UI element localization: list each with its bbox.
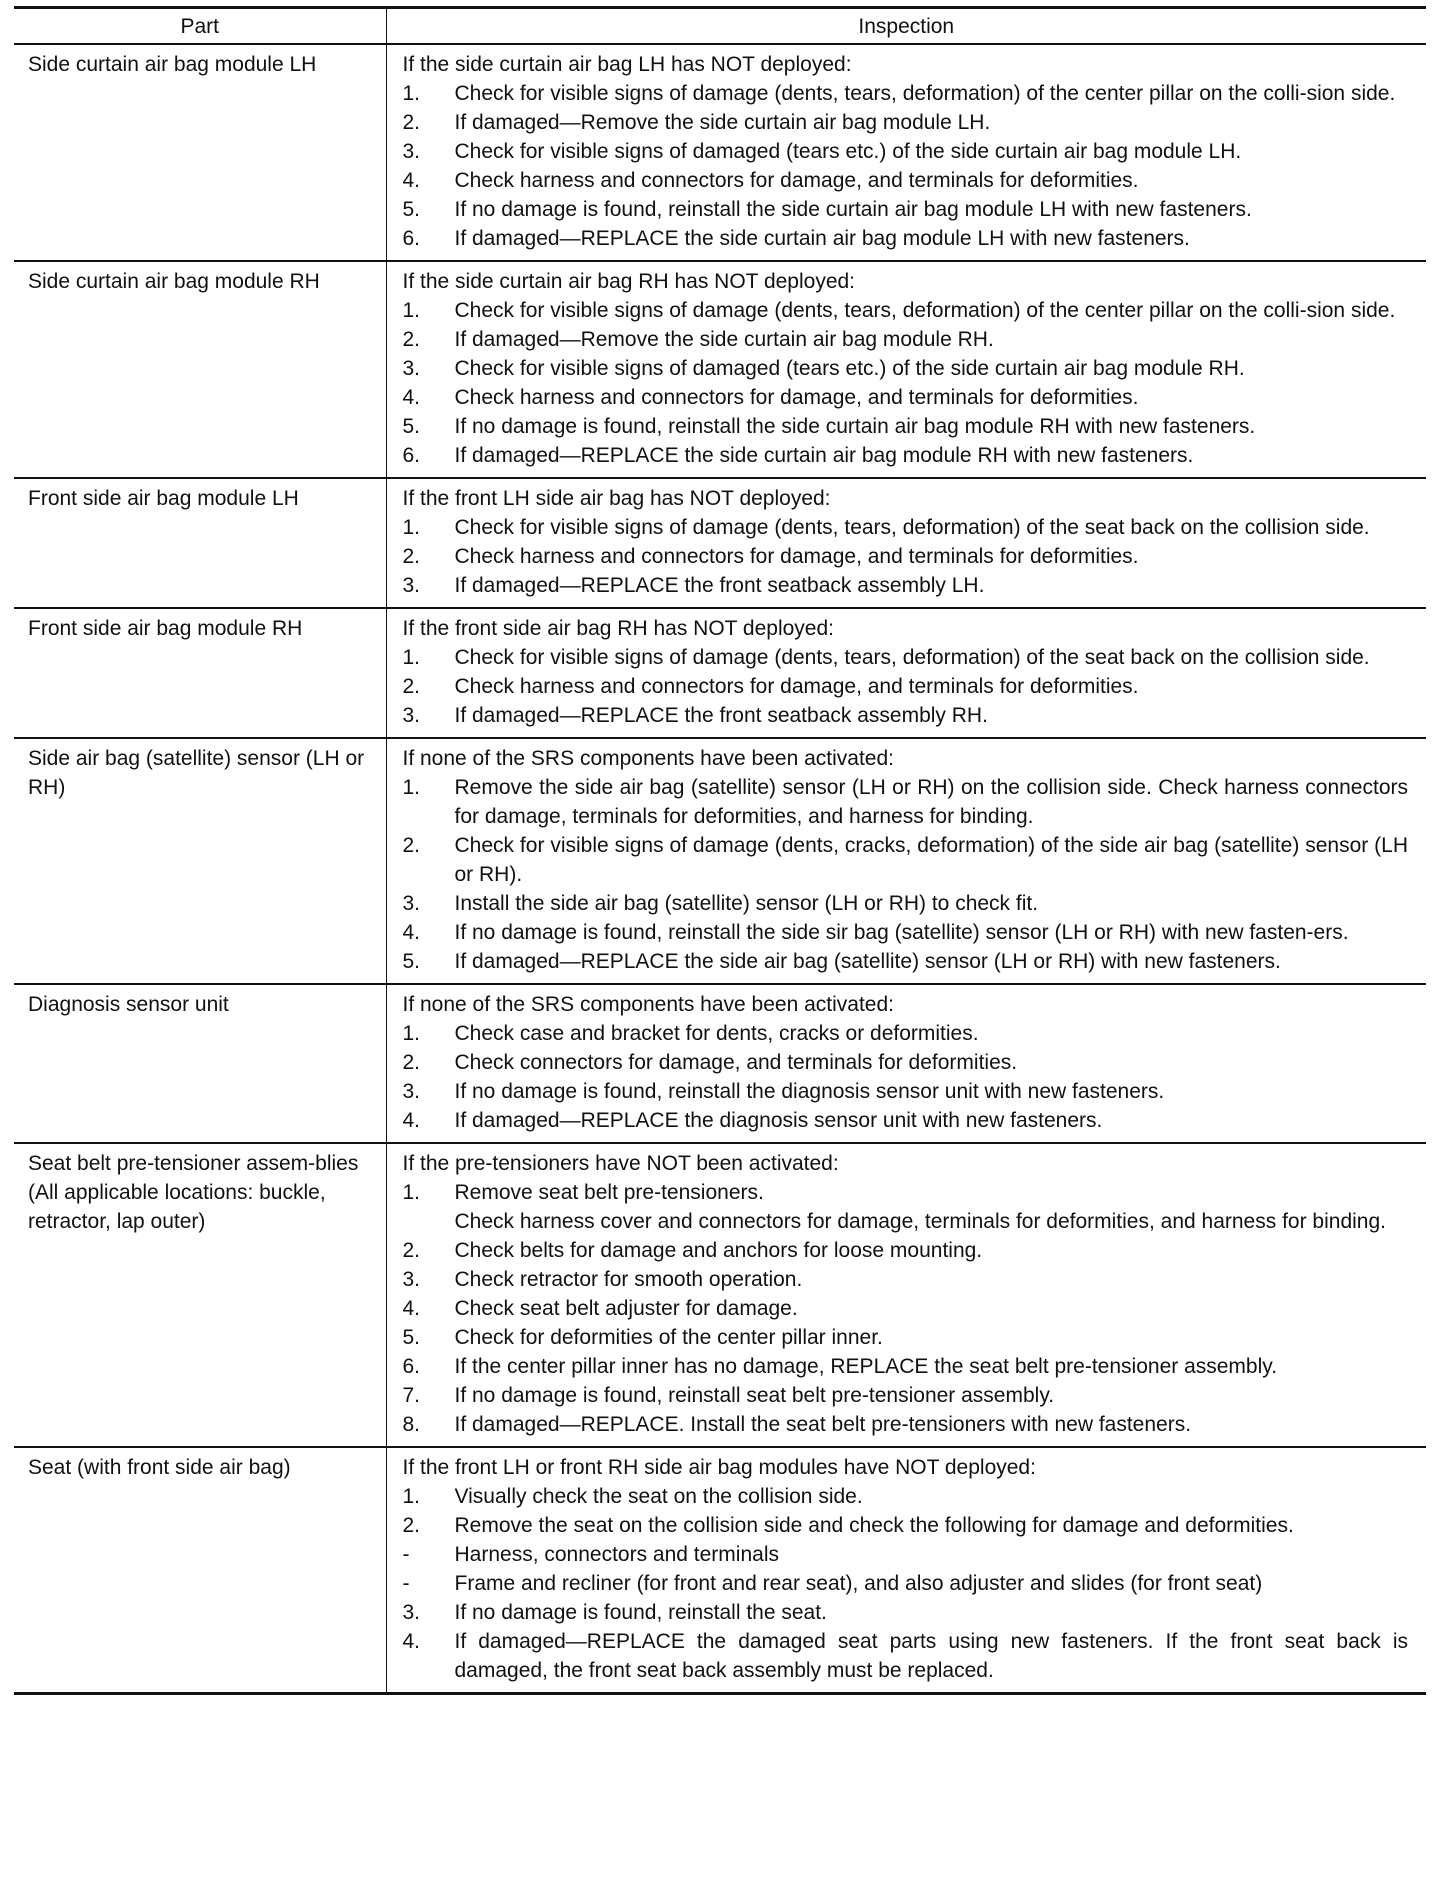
inspection-step [403, 1019, 1409, 1048]
inspection-step [403, 79, 1409, 108]
step-number: 4. [402, 1297, 421, 1320]
step-number: 6. [402, 444, 421, 467]
inspection-step [403, 1048, 1409, 1077]
step-text: Check harness and connectors for damage, and terminals for deformities. [454, 545, 1139, 568]
inspection-cell [386, 984, 1426, 1143]
step-text: If damaged—REPLACE the front seatback assembly RH. [454, 704, 988, 727]
step-text: Check for visible signs of damage (dents, tears, deformation) of the center pillar on the colli-sion side. [454, 299, 1396, 322]
step-number: 6. [402, 1355, 421, 1378]
document-page [14, 6, 1426, 1695]
step-text: Visually check the seat on the collision side. [454, 1485, 863, 1508]
step-number: 4. [402, 1109, 421, 1132]
inspection-cell [386, 1143, 1426, 1447]
step-text: If no damage is found, reinstall seat belt pre-tensioner assembly. [454, 1384, 1055, 1407]
inspection-step [403, 325, 1409, 354]
step-text: If no damage is found, reinstall the side curtain air bag module RH with new fasteners. [454, 415, 1256, 438]
step-number: 1. [402, 1022, 421, 1045]
step-text: Remove the seat on the collision side and check the following for damage and deformities. [454, 1514, 1294, 1537]
table-row [14, 984, 1426, 1143]
step-number: 3. [402, 1080, 421, 1103]
inspection-step [403, 513, 1409, 542]
step-text: Remove the side air bag (satellite) sensor (LH or RH) on the collision side. Check harness connectors for damage, terminals for deformities, and harness for binding. [454, 776, 1408, 828]
step-number: 5. [402, 950, 421, 973]
inspection-step [403, 1178, 1409, 1207]
table-row [14, 1447, 1426, 1694]
step-text: Frame and recliner (for front and rear seat), and also adjuster and slides (for front seat) [454, 1572, 1263, 1595]
inspection-step [403, 1106, 1409, 1135]
inspection-step [403, 1323, 1409, 1352]
table-header-row [14, 8, 1426, 45]
step-text: If damaged—REPLACE the damaged seat parts using new fasteners. If the front seat back is damaged, the front seat back assembly must be replaced. [454, 1630, 1408, 1682]
step-text: Install the side air bag (satellite) sensor (LH or RH) to check fit. [454, 892, 1039, 915]
inspection-step [403, 542, 1409, 571]
step-text: If damaged—REPLACE the side curtain air bag module LH with new fasteners. [454, 227, 1190, 250]
step-text: Check harness and connectors for damage, and terminals for deformities. [454, 386, 1139, 409]
inspection-step [403, 108, 1409, 137]
step-number: 2. [402, 328, 421, 351]
inspection-step [403, 1511, 1409, 1540]
step-number: 3. [402, 140, 421, 163]
inspection-step [403, 643, 1409, 672]
step-number: 2. [402, 675, 421, 698]
part-name: Seat (with front side air bag) [14, 1447, 386, 1694]
inspection-step [403, 137, 1409, 166]
part-name: Side air bag (satellite) sensor (LH or RH) [14, 738, 386, 984]
inspection-step [403, 441, 1409, 470]
inspection-cell [386, 738, 1426, 984]
inspection-table [14, 6, 1426, 1695]
inspection-step [403, 701, 1409, 730]
inspection-cell [386, 44, 1426, 261]
step-number: 1. [402, 1485, 421, 1508]
step-number [403, 1207, 455, 1236]
step-text: Check for visible signs of damage (dents, tears, deformation) of the seat back on the collision side. [454, 646, 1370, 669]
step-text: If no damage is found, reinstall the side sir bag (satellite) sensor (LH or RH) with new fasten-ers. [454, 921, 1349, 944]
step-number: 2. [402, 1514, 421, 1537]
step-number: 1. [402, 776, 421, 799]
step-number: 5. [402, 415, 421, 438]
inspection-intro: If none of the SRS components have been activated: [402, 747, 894, 770]
step-number: 4. [402, 386, 421, 409]
inspection-intro: If none of the SRS components have been activated: [402, 993, 894, 1016]
step-number: 1. [402, 82, 421, 105]
step-number: 2. [402, 1239, 421, 1262]
inspection-intro: If the front side air bag RH has NOT deployed: [402, 617, 835, 640]
table-row [14, 261, 1426, 478]
part-name: Diagnosis sensor unit [14, 984, 386, 1143]
step-number: 4. [402, 921, 421, 944]
inspection-step [403, 1352, 1409, 1381]
inspection-step [403, 1627, 1409, 1685]
step-text: Check case and bracket for dents, cracks or deformities. [454, 1022, 979, 1045]
step-text: If damaged—REPLACE the side curtain air bag module RH with new fasteners. [454, 444, 1194, 467]
inspection-step [403, 1569, 1409, 1598]
inspection-step [403, 1410, 1409, 1439]
inspection-step [403, 773, 1409, 831]
inspection-cell [386, 608, 1426, 738]
step-text: If damaged—Remove the side curtain air bag module RH. [454, 328, 994, 351]
step-text: Check connectors for damage, and terminals for deformities. [454, 1051, 1018, 1074]
step-text: If damaged—REPLACE the side air bag (satellite) sensor (LH or RH) with new fasteners. [454, 950, 1281, 973]
step-text: If no damage is found, reinstall the diagnosis sensor unit with new fasteners. [454, 1080, 1165, 1103]
step-number: 3. [402, 892, 421, 915]
header-inspection: Inspection [386, 8, 1426, 45]
inspection-step [403, 889, 1409, 918]
step-text: Check seat belt adjuster for damage. [454, 1297, 798, 1320]
step-text: Check for visible signs of damaged (tears etc.) of the side curtain air bag module RH. [454, 357, 1245, 380]
step-number: - [402, 1543, 410, 1566]
step-text: Check harness and connectors for damage, and terminals for deformities. [454, 675, 1139, 698]
step-number: 3. [402, 574, 421, 597]
step-text: Remove seat belt pre-tensioners. [454, 1181, 764, 1204]
part-name: Side curtain air bag module RH [14, 261, 386, 478]
inspection-step [403, 296, 1409, 325]
table-row [14, 1143, 1426, 1447]
step-text: If no damage is found, reinstall the seat. [454, 1601, 827, 1624]
table-body [14, 44, 1426, 1694]
step-number: 3. [402, 357, 421, 380]
part-name: Side curtain air bag module LH [14, 44, 386, 261]
step-text: If damaged—REPLACE the front seatback assembly LH. [454, 574, 985, 597]
step-number: 7. [402, 1384, 421, 1407]
inspection-cell [386, 1447, 1426, 1694]
step-number: 5. [402, 198, 421, 221]
inspection-step [403, 1207, 1409, 1236]
inspection-step [403, 1294, 1409, 1323]
step-text: If no damage is found, reinstall the side curtain air bag module LH with new fasteners. [454, 198, 1252, 221]
step-number: 3. [402, 1268, 421, 1291]
step-text: Check for visible signs of damage (dents, tears, deformation) of the seat back on the collision side. [454, 516, 1370, 539]
step-number: 3. [402, 1601, 421, 1624]
step-text: If damaged—Remove the side curtain air bag module LH. [454, 111, 991, 134]
step-text: If the center pillar inner has no damage, REPLACE the seat belt pre-tensioner assembly. [454, 1355, 1278, 1378]
inspection-step [403, 672, 1409, 701]
inspection-step [403, 1482, 1409, 1511]
step-number: 1. [402, 516, 421, 539]
inspection-step [403, 831, 1409, 889]
inspection-intro: If the side curtain air bag RH has NOT deployed: [402, 270, 856, 293]
step-text: Check harness cover and connectors for damage, terminals for deformities, and harness for binding. [454, 1210, 1386, 1233]
step-text: Check retractor for smooth operation. [454, 1268, 803, 1291]
inspection-step [403, 1540, 1409, 1569]
step-text: If damaged—REPLACE the diagnosis sensor unit with new fasteners. [454, 1109, 1103, 1132]
step-text: Harness, connectors and terminals [454, 1543, 779, 1566]
step-number: 1. [402, 299, 421, 322]
inspection-step [403, 224, 1409, 253]
step-number: 8. [402, 1413, 421, 1436]
part-name: Seat belt pre-tensioner assem-blies (All applicable locations: buckle, retractor, lap outer) [14, 1143, 386, 1447]
inspection-step [403, 1381, 1409, 1410]
step-number: - [402, 1572, 410, 1595]
step-number: 1. [402, 1181, 421, 1204]
table-row [14, 608, 1426, 738]
step-number: 6. [402, 227, 421, 250]
step-text: Check for visible signs of damage (dents, cracks, deformation) of the side air bag (satellite) sensor (LH or RH). [454, 834, 1408, 886]
step-number: 4. [402, 1630, 421, 1653]
step-number: 1. [402, 646, 421, 669]
inspection-step [403, 412, 1409, 441]
step-text: Check for visible signs of damage (dents, tears, deformation) of the center pillar on the colli-sion side. [454, 82, 1396, 105]
table-row [14, 478, 1426, 608]
inspection-step [403, 383, 1409, 412]
inspection-step [403, 1265, 1409, 1294]
header-part: Part [14, 8, 386, 45]
inspection-intro: If the side curtain air bag LH has NOT deployed: [402, 53, 852, 76]
inspection-step [403, 918, 1409, 947]
inspection-step [403, 1598, 1409, 1627]
step-number: 2. [402, 834, 421, 857]
step-number: 2. [402, 545, 421, 568]
step-number: 2. [402, 111, 421, 134]
inspection-step [403, 571, 1409, 600]
part-name: Front side air bag module RH [14, 608, 386, 738]
step-text: Check for visible signs of damaged (tears etc.) of the side curtain air bag module LH. [454, 140, 1242, 163]
step-number: 2. [402, 1051, 421, 1074]
inspection-step [403, 947, 1409, 976]
inspection-intro: If the front LH side air bag has NOT deployed: [402, 487, 831, 510]
step-text: Check for deformities of the center pillar inner. [454, 1326, 883, 1349]
step-text: Check belts for damage and anchors for loose mounting. [454, 1239, 983, 1262]
inspection-step [403, 354, 1409, 383]
step-number: 3. [402, 704, 421, 727]
inspection-intro: If the pre-tensioners have NOT been activated: [402, 1152, 839, 1175]
inspection-step [403, 1077, 1409, 1106]
table-row [14, 738, 1426, 984]
table-row [14, 44, 1426, 261]
step-text: If damaged—REPLACE. Install the seat belt pre-tensioners with new fasteners. [454, 1413, 1192, 1436]
inspection-cell [386, 478, 1426, 608]
inspection-step [403, 166, 1409, 195]
inspection-intro: If the front LH or front RH side air bag modules have NOT deployed: [402, 1456, 1036, 1479]
inspection-cell [386, 261, 1426, 478]
part-name: Front side air bag module LH [14, 478, 386, 608]
inspection-step [403, 195, 1409, 224]
step-number: 4. [402, 169, 421, 192]
inspection-step [403, 1236, 1409, 1265]
step-number: 5. [402, 1326, 421, 1349]
step-text: Check harness and connectors for damage, and terminals for deformities. [454, 169, 1139, 192]
